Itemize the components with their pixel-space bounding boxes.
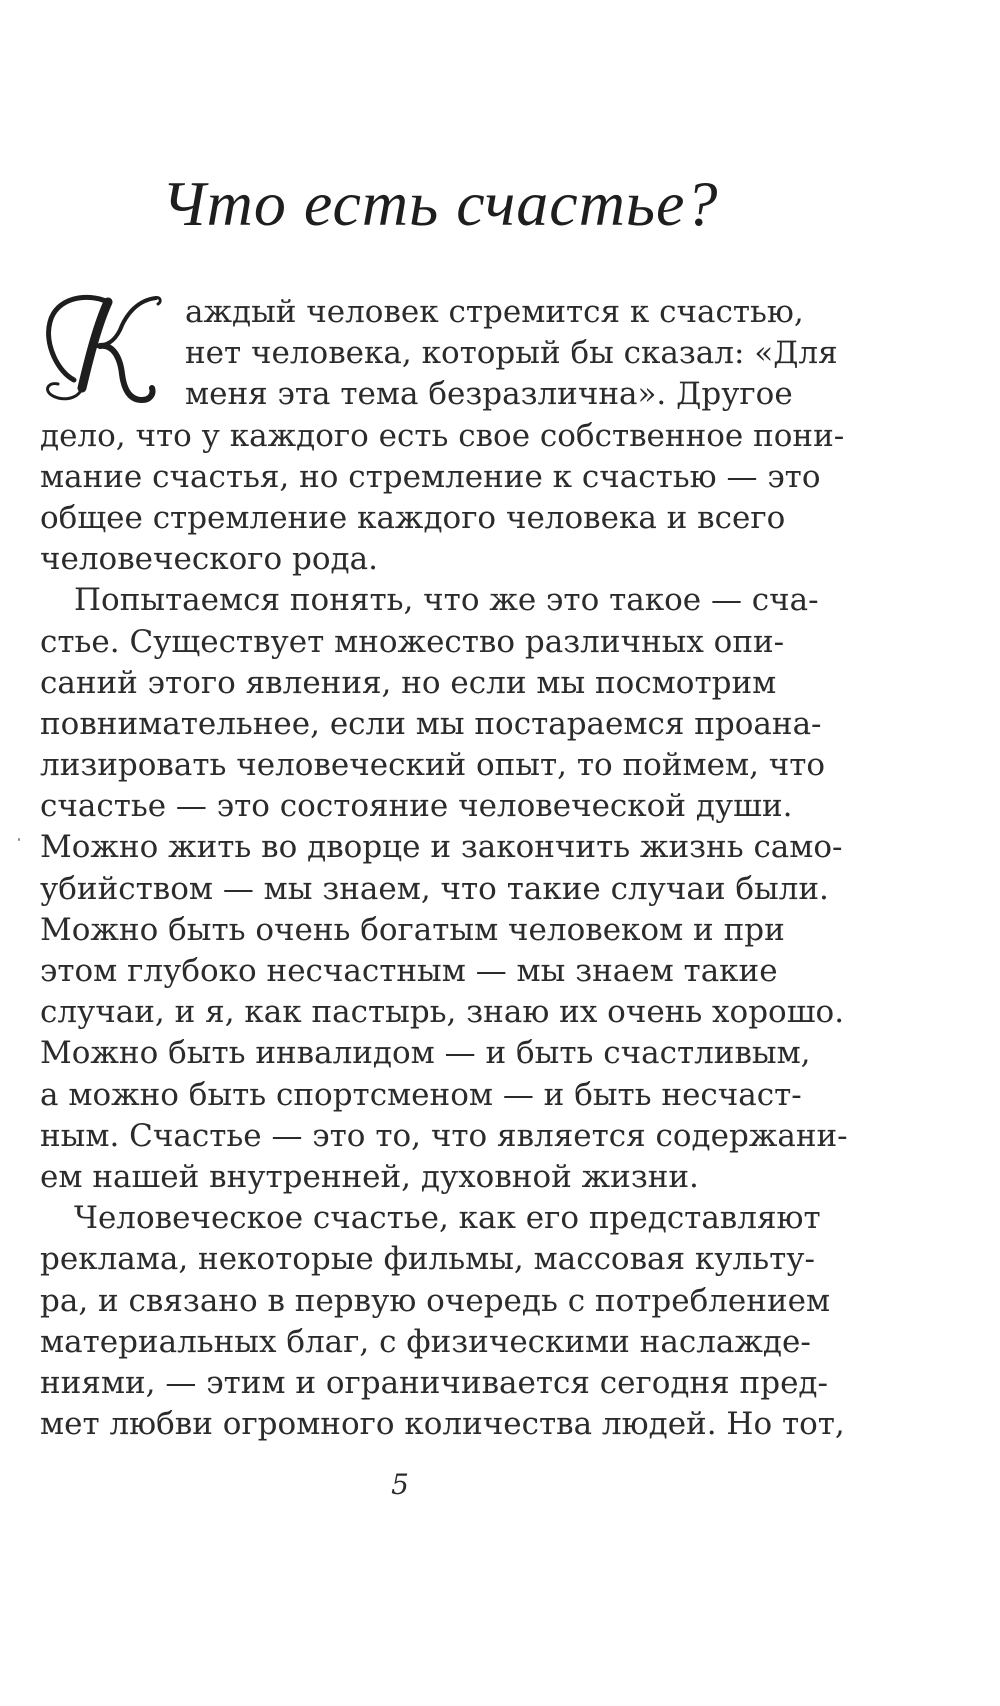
- paragraph-1: [40, 292, 845, 580]
- text-line: Можно быть очень богатым человеком и при: [40, 911, 785, 948]
- text-line: повнимательнее, если мы постараемся проана-: [40, 705, 822, 742]
- text-line: Можно жить во дворце и закончить жизнь само-: [40, 829, 843, 866]
- text-line: материальных благ, с физическими наслажде-: [40, 1323, 811, 1360]
- text-line: ра, и связано в первую очередь с потреблением: [40, 1282, 831, 1319]
- text-line: ным. Счастье — это то, что является содержани-: [40, 1117, 848, 1154]
- page-number: 5: [391, 1468, 409, 1501]
- text-line: лизировать человеческий опыт, то поймем, что: [40, 747, 826, 784]
- text-line: Человеческое счастье, как его представляют: [74, 1200, 821, 1237]
- text-line: нет человека, который бы сказал: «Для: [185, 335, 838, 372]
- paragraph-2: [40, 580, 848, 1198]
- text-line: саний этого явления, но если мы посмотрим: [40, 664, 777, 701]
- text-line: аждый человек стремится к счастью,: [185, 294, 804, 330]
- text-line: меня эта тема безразлична». Другое: [185, 376, 793, 413]
- print-speck: [18, 838, 20, 841]
- text-line: человеческого рода.: [40, 541, 378, 578]
- text-line: Можно быть инвалидом — и быть счастливым,: [40, 1035, 811, 1072]
- text-line: мет любви огромного количества людей. Но тот,: [40, 1406, 845, 1443]
- text-line: реклама, некоторые фильмы, массовая культу-: [40, 1241, 815, 1278]
- text-line: этом глубоко несчастным — мы знаем такие: [40, 953, 778, 989]
- text-line: общее стремление каждого человека и всего: [40, 499, 786, 536]
- text-line: случаи, и я, как пастырь, знаю их очень хорошо.: [40, 994, 845, 1031]
- text-line: дело, что у каждого есть свое собственное пони-: [40, 417, 845, 454]
- text-line: стье. Существует множество различных опи-: [40, 623, 785, 660]
- text-line: ниями, — этим и ограничивается сегодня пред-: [40, 1364, 828, 1401]
- chapter-title: Что есть счастье?: [161, 168, 719, 239]
- text-line: счастье — это состояние человеческой души.: [40, 788, 793, 825]
- paragraph-3: [40, 1198, 845, 1445]
- body-text: [40, 292, 848, 1445]
- text-line: а можно быть спортсменом — и быть несчаст-: [40, 1076, 802, 1113]
- text-line: ем нашей внутренней, духовной жизни.: [40, 1158, 699, 1195]
- dropcap-letter: К: [38, 284, 39, 285]
- text-line: мание счастья, но стремление к счастью — это: [40, 458, 821, 495]
- text-line: Попытаемся понять, что же это такое — сча-: [74, 582, 819, 619]
- text-line: убийством — мы знаем, что такие случаи были.: [40, 870, 829, 907]
